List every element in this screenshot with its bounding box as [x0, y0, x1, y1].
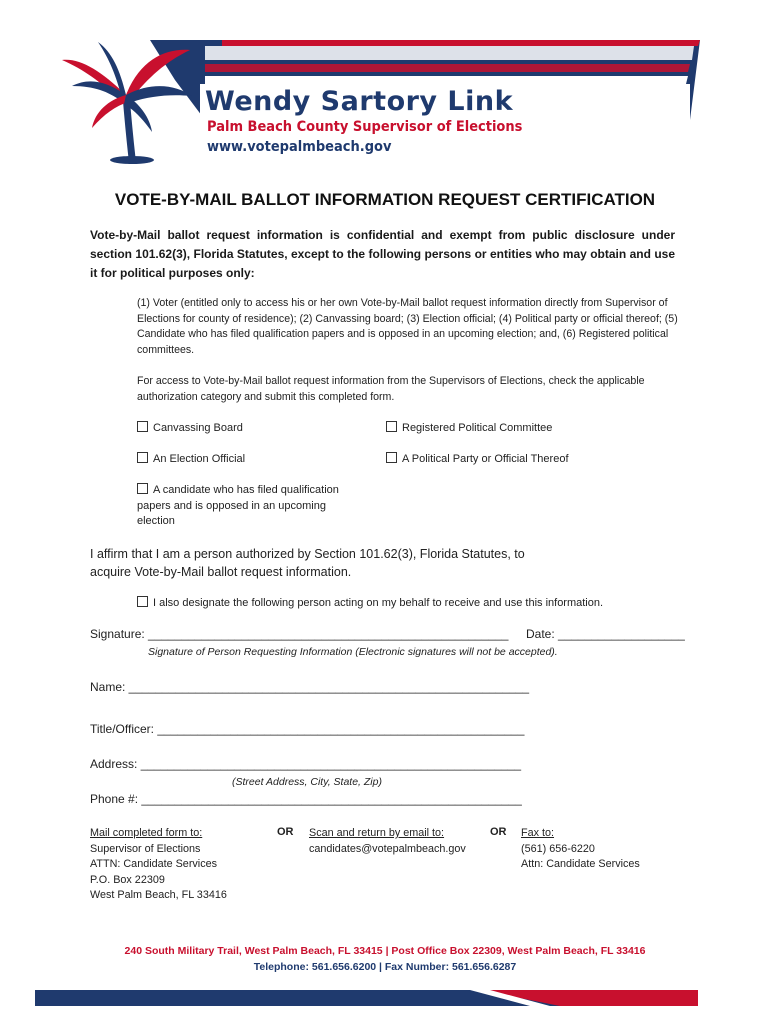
or-separator: OR	[490, 826, 507, 838]
signature-hint: Signature of Person Requesting Information (Electronic signatures will not be accepted).	[148, 646, 558, 658]
mail-line: P.O. Box 22309	[90, 873, 165, 886]
checkbox-label: A Political Party or Official Thereof	[402, 453, 569, 465]
checkbox-icon[interactable]	[137, 596, 148, 607]
phone-field[interactable]: Phone #: _________________________________________________________	[90, 792, 522, 806]
email-instructions	[309, 826, 466, 857]
mail-line: ATTN: Candidate Services	[90, 858, 218, 870]
or-separator: OR	[277, 826, 294, 838]
mail-heading: Mail completed form to:	[90, 827, 203, 839]
address-field[interactable]: Address: _________________________________________________________	[90, 757, 522, 771]
checkbox-icon[interactable]	[137, 421, 148, 432]
letterhead	[0, 0, 770, 180]
date-field[interactable]: Date: ___________________	[526, 627, 685, 641]
checkbox-label: An Election Official	[153, 453, 246, 465]
signature-field[interactable]: Signature: ______________________________________________________	[90, 627, 509, 641]
checkbox-political-party[interactable]	[386, 452, 569, 465]
office-title: Palm Beach County Supervisor of Elections	[207, 119, 523, 135]
checkbox-label: Registered Political Committee	[402, 422, 553, 434]
mail-line: Supervisor of Elections	[90, 842, 201, 855]
checkbox-designate-representative[interactable]	[137, 596, 603, 609]
checkbox-canvassing-board[interactable]	[137, 421, 243, 434]
name-field[interactable]: Name: ____________________________________________________________	[90, 680, 530, 694]
footer-address: 240 South Military Trail, West Palm Beach, FL 33415 | Post Office Box 22309, West Palm Beach, FL 33416	[124, 945, 646, 957]
email-heading: Scan and return by email to:	[309, 827, 445, 839]
checkbox-label: Canvassing Board	[153, 422, 243, 434]
fax-number: (561) 656-6220	[521, 842, 595, 855]
fax-heading: Fax to:	[521, 827, 555, 839]
intro-paragraph: Vote-by-Mail ballot request information is confidential and exempt from public disclosure under section 101.62(3), Florida Statutes, except to the following persons or entities who may obtain and use it for political purposes only:	[90, 228, 675, 280]
checkbox-icon[interactable]	[386, 452, 397, 463]
checkbox-icon[interactable]	[137, 483, 148, 494]
fax-instructions	[521, 826, 640, 873]
access-instructions: For access to Vote-by-Mail ballot request information from the Supervisors of Elections, check the applicable authorization category and submit this completed form.	[137, 375, 645, 403]
mail-line: West Palm Beach, FL 33416	[90, 889, 227, 901]
official-name: Wendy Sartory Link	[205, 86, 514, 117]
checkbox-registered-political-committee[interactable]	[386, 421, 552, 434]
address-hint: (Street Address, City, State, Zip)	[232, 776, 382, 788]
footer-phone: Telephone: 561.656.6200 | Fax Number: 561.656.6287	[253, 961, 517, 973]
checkbox-label: A candidate who has filed qualification papers and is opposed in an upcoming election	[137, 484, 339, 527]
footer-stripe-graphic	[0, 984, 770, 1014]
checkbox-icon[interactable]	[386, 421, 397, 432]
fax-attn: Attn: Candidate Services	[521, 858, 640, 870]
form-title: VOTE-BY-MAIL BALLOT INFORMATION REQUEST CERTIFICATION	[114, 190, 656, 209]
checkbox-icon[interactable]	[137, 452, 148, 463]
email-address[interactable]: candidates@votepalmbeach.gov	[309, 842, 466, 855]
website-text: www.votepalmbeach.gov	[207, 139, 392, 155]
affirmation-statement: I affirm that I am a person authorized by Section 101.62(3), Florida Statutes, to acquire Vote-by-Mail ballot request information.	[90, 547, 525, 579]
checkbox-candidate[interactable]	[137, 483, 362, 530]
mail-instructions	[90, 826, 227, 904]
checkbox-label: I also designate the following person acting on my behalf to receive and use this information.	[153, 597, 604, 609]
title-officer-field[interactable]: Title/Officer: _______________________________________________________	[90, 722, 525, 736]
authorized-list-text: (1) Voter (entitled only to access his or her own Vote-by-Mail ballot request information directly from Supervisor of Elections for county of residence); (2) Canvassing board; (3) Election official; (4) Political party or official thereof; (5) Candidate who has filed qualification papers and is opposed in an upcoming election; and, (6) Registered political committees.	[137, 297, 678, 356]
checkbox-election-official[interactable]	[137, 452, 245, 465]
